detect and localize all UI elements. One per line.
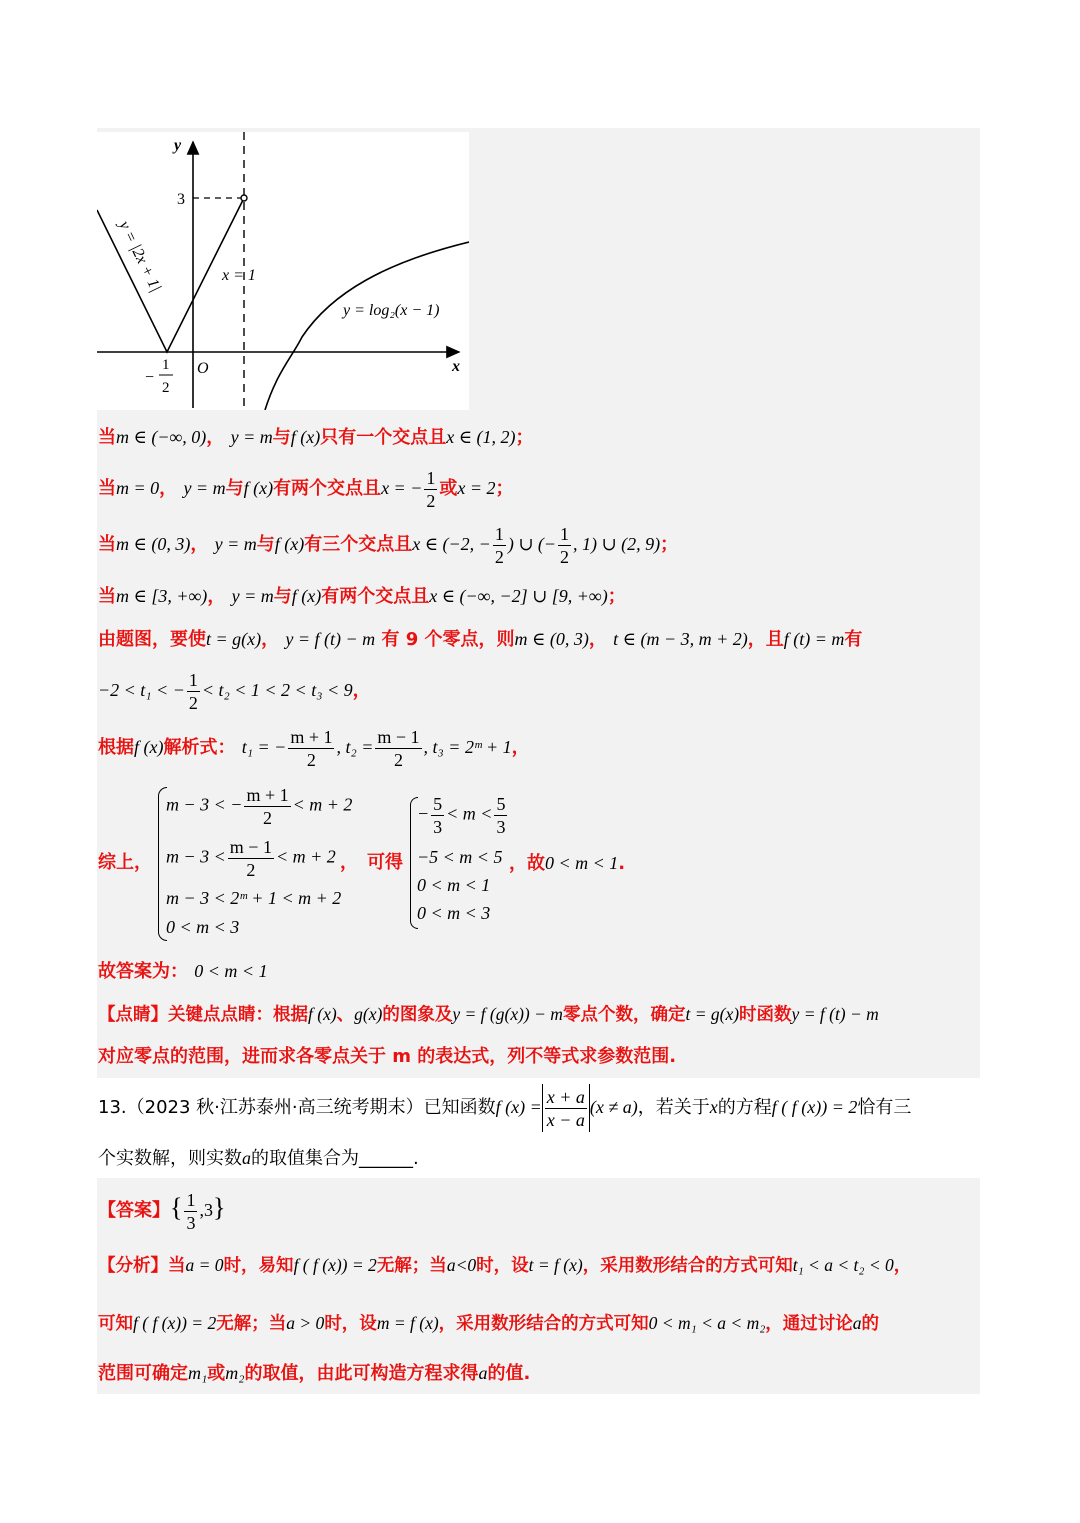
abs-label: y = |2x + 1| (115, 218, 165, 295)
expression-line: 根据f (x)解析式： t₁ = − $\frac{m + 1}{2}$ , t₂ = $\frac{m - 1}{2}$ , t₃ = 2ᵐ + 1， (98, 726, 530, 770)
tick-neg-sign: − (145, 369, 155, 386)
t-inequality: −2 < t₁ < − $\frac{1}{2}$ < t₂ < 1 < 2 < t₃ < 9， (98, 669, 371, 713)
question-13-line-1: 13.（2023 秋·江苏泰州·高三统考期末）已知函数f (x) = $\frac{x + a}{x - a}$ (x ≠ a)，若关于x的方程f ( f (x)) = 2恰有三 (98, 1083, 911, 1132)
case-m-zero: 当m = 0， y = m与f (x)有两个交点且x = − $\frac{1}{2}$ 或x = 2； (98, 467, 514, 511)
key-point-line-1: 【点睛】关键点点睛：根据f (x)、g(x)的图象及y = f (g(x)) − m零点个数，确定t = g(x)时函数y = f (t) − m (98, 1004, 879, 1025)
system-1: m − 3 < − $\frac{m + 1}{2}$ < m + 2 m − 3 < $\frac{m - 1}{2}$ < m + 2 m − 3 < 2ᵐ + 1 < m + 2 0 < m < 3 (166, 785, 353, 937)
log-label: y = log₂(x − 1) (343, 302, 440, 319)
deduce-label: 可得 (367, 852, 403, 873)
answer-line: 【答案】{ $\frac{1}{3}$ ,3} (98, 1189, 226, 1233)
analysis-line-2: 可知f ( f (x)) = 2无解；当a > 0时，设m = f (x)，采用数形结合的方式可知0 < m₁ < a < m₂，通过讨论a的 (98, 1313, 880, 1334)
x-axis-label: x (452, 358, 460, 375)
zero-count-statement: 由题图，要使t = g(x)， y = f (t) − m 有 9 个零点，则m ∈ (0, 3)， t ∈ (m − 3, m + 2)，且f (t) = m有 (98, 629, 863, 650)
case-m-negative: 当m ∈ (−∞, 0)， y = m与f (x)只有一个交点且x ∈ (1, 2)； (98, 427, 534, 448)
tick-half-den: 2 (162, 380, 170, 396)
final-answer-line: 故答案为： 0 < m < 1 (98, 961, 268, 982)
conclusion: ，故0 < m < 1. (509, 853, 626, 874)
vline-label: x = 1 (222, 267, 256, 284)
function-graph (97, 132, 469, 410)
comma-1: ， (340, 852, 358, 873)
system-2: − $\frac{5}{3}$ < m < $\frac{5}{3}$ −5 < m < 5 0 < m < 1 0 < m < 3 (417, 794, 506, 923)
analysis-line-3: 范围可确定m₁或m₂的取值，由此可构造方程求得a的值. (98, 1363, 531, 1384)
key-point-line-2: 对应零点的范围，进而求各零点关于 m 的表达式，列不等式求参数范围. (98, 1046, 677, 1067)
question-13-line-2: 个实数解，则实数a的取值集合为______. (98, 1148, 419, 1169)
origin-label: O (197, 360, 209, 377)
case-m-between: 当m ∈ (0, 3)， y = m与f (x)有三个交点且x ∈ (−2, − $\frac{1}{2}$ ) ∪ (− $\frac{1}{2}$ , 1) ∪ (2, 9)； (98, 523, 679, 567)
open-point (241, 195, 247, 201)
tick-3: 3 (177, 191, 185, 208)
analysis-line-1: 【分析】当a = 0时，易知f ( f (x)) = 2无解；当a<0时，设t = f (x)，采用数形结合的方式可知t₁ < a < t₂ < 0， (98, 1255, 912, 1276)
summary-label: 综上， (98, 852, 152, 873)
tick-half-num: 1 (162, 357, 170, 373)
y-axis-label: y (174, 137, 182, 154)
case-m-large: 当m ∈ [3, +∞)， y = m与f (x)有两个交点且x ∈ (−∞, −2] ∪ [9, +∞)； (98, 586, 626, 607)
